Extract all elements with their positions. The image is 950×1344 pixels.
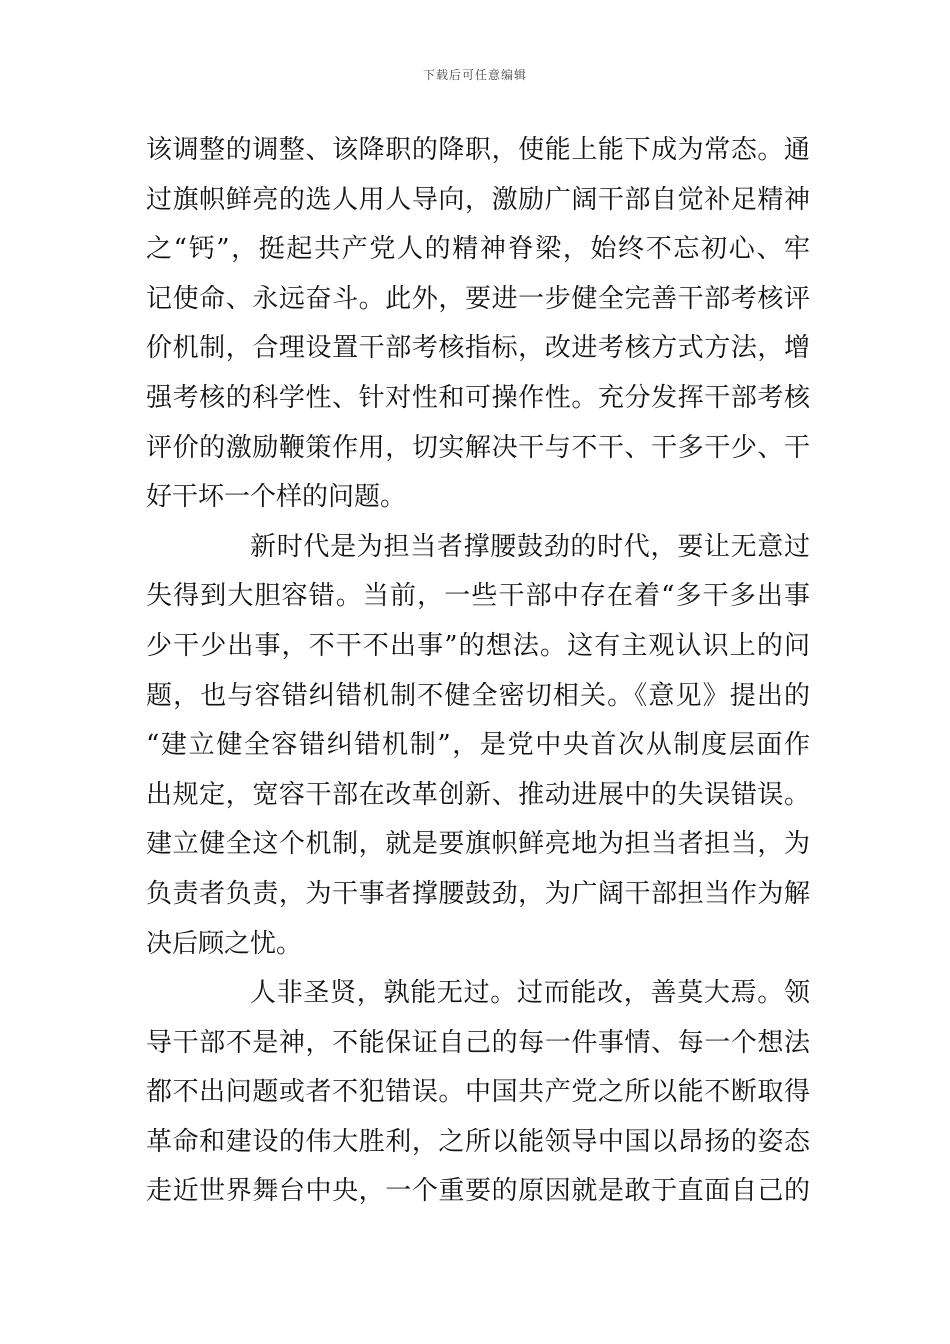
text-line: 价机制，合理设置干部考核指标，改进考核方式方法，增 (146, 333, 810, 364)
text-line: 走近世界舞台中央，一个重要的原因就是敢于直面自己的 (146, 1176, 810, 1207)
text-line: 出规定，宽容干部在改革创新、推动进展中的失误错误。 (146, 779, 810, 810)
text-line: 好干坏一个样的问题。 (146, 482, 407, 513)
text-line: 新时代是为担当者撑腰鼓劲的时代，要让无意过 (250, 531, 810, 562)
text-line: 导干部不是神，不能保证自己的每一件事情、每一个想法 (146, 1027, 810, 1058)
text-line: 题，也与容错纠错机制不健全密切相关。《意见》提出的 (146, 680, 810, 711)
document-body (146, 126, 810, 1217)
text-line: 都不出问题或者不犯错误。中国共产党之所以能不断取得 (146, 1077, 810, 1108)
text-line: 失得到大胆容错。当前，一些干部中存在着“多干多出事 (146, 581, 810, 612)
text-line: 少干少出事，不干不出事”的想法。这有主观认识上的问 (146, 630, 810, 661)
text-line: 决后顾之忧。 (146, 928, 303, 959)
page-header: 下载后可任意编辑 (422, 68, 527, 82)
text-line: 过旗帜鲜亮的选人用人导向，激励广阔干部自觉补足精神 (146, 184, 810, 215)
text-line: 负责者负责，为干事者撑腰鼓劲，为广阔干部担当作为解 (146, 878, 810, 909)
text-line: “建立健全容错纠错机制”，是党中央首次从制度层面作 (146, 730, 810, 761)
text-line: 记使命、永远奋斗。此外，要进一步健全完善干部考核评 (146, 283, 810, 314)
text-line: 评价的激励鞭策作用，切实解决干与不干、干多干少、干 (146, 432, 810, 463)
text-line: 强考核的科学性、针对性和可操作性。充分发挥干部考核 (146, 382, 810, 413)
text-line: 建立健全这个机制，就是要旗帜鲜亮地为担当者担当，为 (146, 829, 810, 860)
text-line: 人非圣贤，孰能无过。过而能改，善莫大焉。领 (250, 978, 810, 1009)
text-line: 革命和建设的伟大胜利，之所以能领导中国以昂扬的姿态 (146, 1126, 810, 1157)
text-line: 之“钙”，挺起共产党人的精神脊梁，始终不忘初心、牢 (146, 234, 810, 265)
text-line: 该调整的调整、该降职的降职，使能上能下成为常态。通 (146, 135, 810, 165)
